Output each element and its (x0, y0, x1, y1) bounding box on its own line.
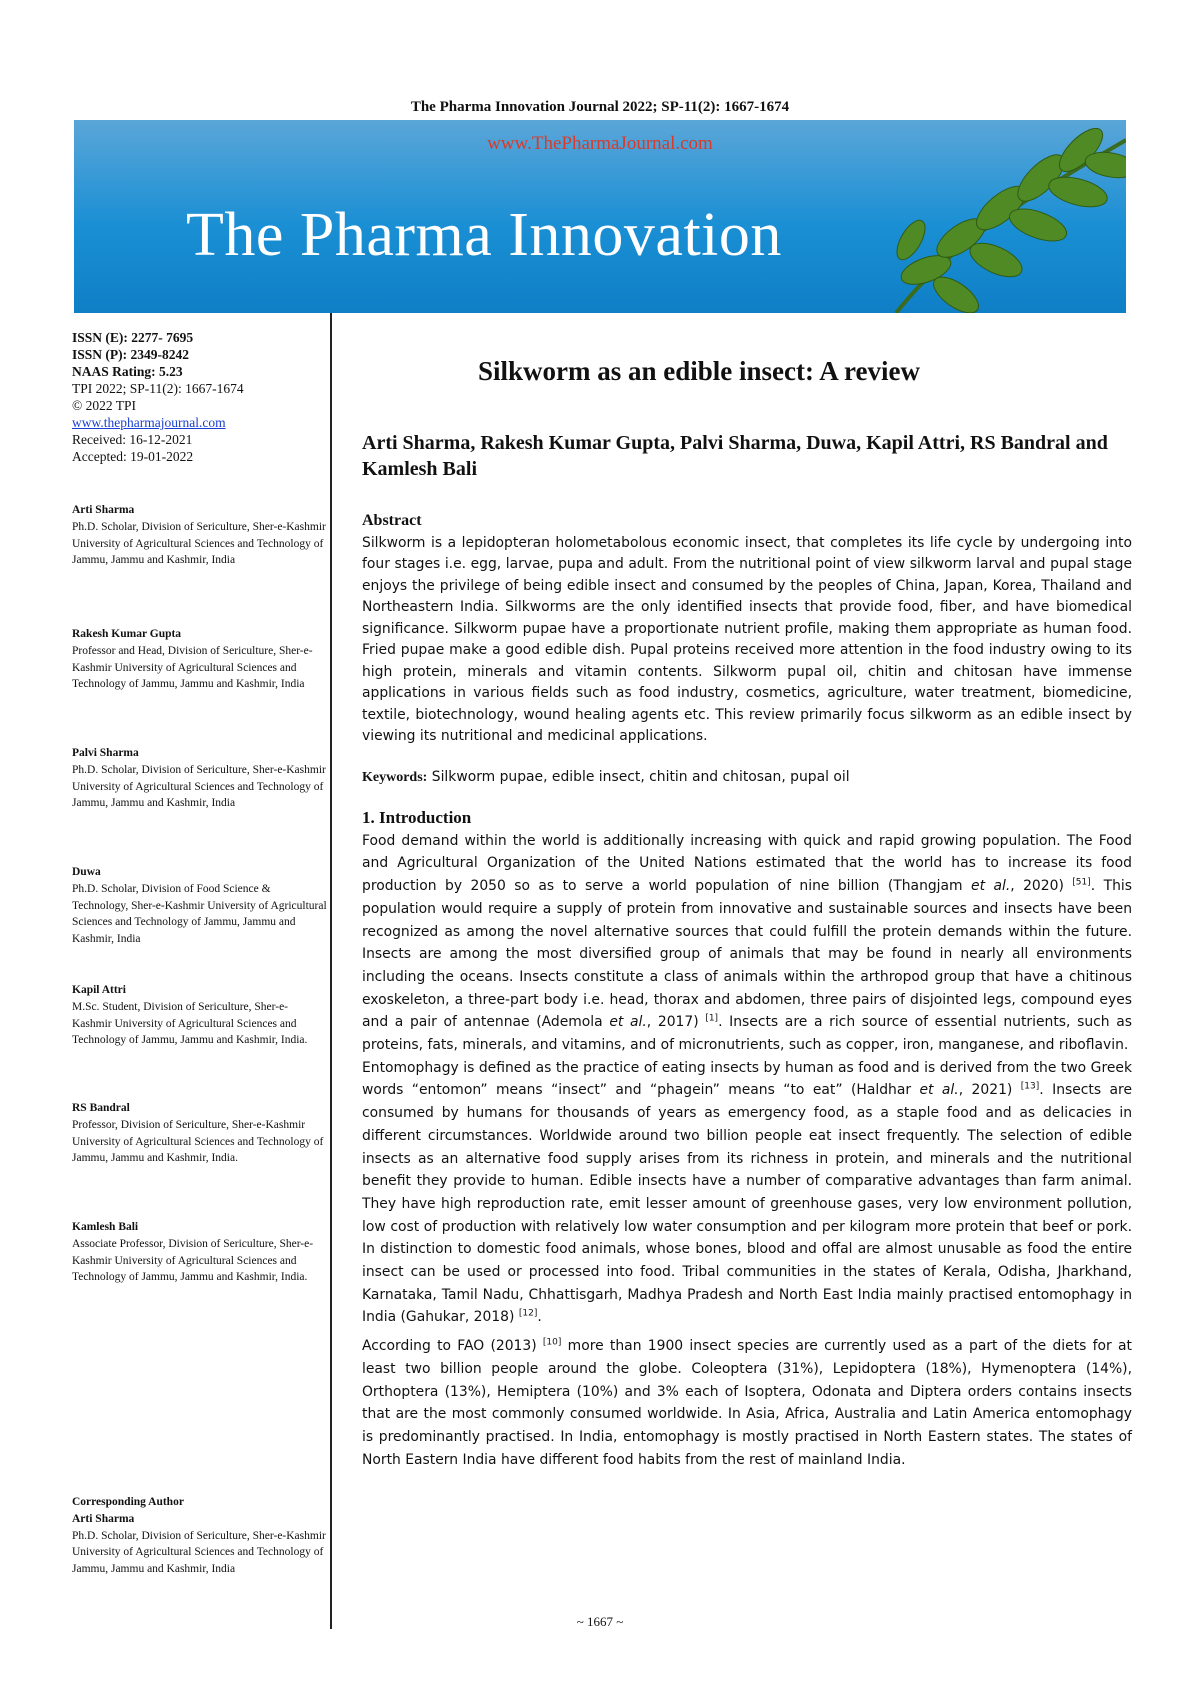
introduction-heading: 1. Introduction (362, 808, 472, 827)
abstract-section (362, 510, 1132, 748)
corresponding-text: Ph.D. Scholar, Division of Sericulture, Sher-e-Kashmir University of Agricultural Sciences and Technology of Jammu, Jammu and Kashmir, India (72, 1529, 326, 1576)
affiliation (72, 982, 327, 1049)
tpi-citation: TPI 2022; SP-11(2): 1667-1674 (72, 381, 244, 396)
leaf-icon (866, 120, 1126, 313)
affiliation-name: Kapil Attri (72, 984, 126, 996)
affiliation-name: Kamlesh Bali (72, 1221, 139, 1233)
affiliation (72, 626, 327, 693)
affiliation-text: Professor and Head, Division of Sericulture, Sher-e-Kashmir University of Agricultural Sciences and Technology of Jammu, Jammu and Kashmir, India (72, 644, 313, 691)
affiliation-name: RS Bandral (72, 1102, 130, 1114)
journal-header-line: The Pharma Innovation Journal 2022; SP-11(2): 1667-1674 (410, 99, 790, 115)
introduction-section (362, 807, 1132, 1471)
banner-url[interactable]: www.ThePharmaJournal.com (487, 133, 713, 154)
abstract-text: Silkworm is a lepidopteran holometabolous economic insect, that completes its life cycle by undergoing into four stages i.e. egg, larvae, pupa and adult. From the nutritional point of view silkworm larval and pupal stage enjoys the privilege of being edible insect and consumed by the peoples of China, Japan, Korea, Thailand and Northeastern India. Silkworms are the only identified insects that provide food, fiber, and have biomedical significance. Silkworm pupae have a proportionate nutrient profile, making them appropriate as human food. Fried pupae make a good edible dish. Pupal proteins received more attention in the food industry owing to its high protein, minerals and vitamin contents. Silkworm pupal oil, chitin and chitosan have immense applications in various fields such as food industry, cosmetics, agriculture, water treatment, biomedicine, textile, biotechnology, wound healing agents etc. This review primarily focus silkworm as an edible insect by viewing its nutritional and medicinal applications. (362, 534, 1132, 745)
abstract-heading: Abstract (362, 512, 422, 529)
article-authors: Arti Sharma, Rakesh Kumar Gupta, Palvi Sharma, Duwa, Kapil Attri, RS Bandral and Kamlesh Bali (362, 432, 1108, 480)
corresponding-author (72, 1494, 327, 1578)
keywords-text: Silkworm pupae, edible insect, chitin and chitosan, pupal oil (431, 769, 850, 785)
affiliation (72, 864, 327, 948)
affiliation (72, 1100, 327, 1167)
affiliation-text: Ph.D. Scholar, Division of Sericulture, Sher-e-Kashmir University of Agricultural Sciences and Technology of Jammu, Jammu and Kashmir, India (72, 520, 326, 567)
journal-website-link[interactable]: www.thepharmajournal.com (72, 415, 226, 430)
copyright: © 2022 TPI (72, 398, 137, 413)
affiliation-name: Duwa (72, 866, 101, 878)
keywords-section (362, 766, 1132, 790)
page-number: ~ 1667 ~ (576, 1614, 624, 1629)
keywords-label: Keywords: (362, 770, 428, 785)
affiliation-text: Ph.D. Scholar, Division of Food Science & Technology, Sher-e-Kashmir University of Agricultural Sciences and Technology of Jammu, Jammu and Kashmir, India (72, 882, 327, 946)
affiliation (72, 502, 327, 569)
affiliation-name: Arti Sharma (72, 504, 135, 516)
corresponding-label: Corresponding Author (72, 1496, 184, 1508)
affiliation (72, 1219, 327, 1286)
column-divider (330, 313, 332, 1629)
journal-meta (72, 329, 327, 465)
affiliation-name: Palvi Sharma (72, 747, 139, 759)
naas-rating: NAAS Rating: 5.23 (72, 364, 183, 379)
affiliation-text: Ph.D. Scholar, Division of Sericulture, Sher-e-Kashmir University of Agricultural Sciences and Technology of Jammu, Jammu and Kashmir, India (72, 763, 326, 810)
journal-banner (74, 120, 1126, 313)
article-title: Silkworm as an edible insect: A review (478, 356, 920, 386)
received-date: Received: 16-12-2021 (72, 432, 193, 447)
banner-title: The Pharma Innovation (186, 201, 782, 269)
intro-paragraph-1: Food demand within the world is additionally increasing with quick and rapid growing population. The Food and Agricultural Organization of the United Nations estimated that the world has to increase its food production by 2050 so as to serve a world population of nine billion (Thangjam et al., 2020) [51]. This population would require a supply of protein from innovative and sustainable sources and insects have been recognized as among the novel alternative sources that could fulfill the protein demands within the future. Insects are among the most diversified group of animals that may be found in nearly all environments including the oceans. Insects constitute a class of animals within the arthropod group that have a chitinous exoskeleton, a three-part body i.e. head, thorax and abdomen, three pairs of disjointed legs, compound eyes and a pair of antennae (Ademola et al., 2017) [1]. Insects are a rich source of essential nutrients, such as proteins, fats, minerals, and vitamins, and of micronutrients, such as copper, iron, manganese, and riboflavin. (362, 832, 1133, 1054)
issn-e: ISSN (E): 2277- 7695 (72, 330, 194, 345)
intro-paragraph-2: Entomophagy is defined as the practice of eating insects by human as food and is derived from the two Greek words “entomon” means “insect” and “phagein” means “to eat” (Haldhar et al., 2021) [13]. Insects are consumed by humans for thousands of years as emergency food, as a staple food and as delicacies in different circumstances. Worldwide around two billion people eat insect frequently. The selection of edible insects as an alternative food supply arises from its richness in protein, and minerals and the nutritional benefit they provide to human. Edible insects have a number of comparative advantages than farm animal. They have high reproduction rate, emit lesser amount of greenhouse gases, very low environment pollution, low cost of production with relatively low water consumption and per kilogram more protein that beef or pork. In distinction to domestic food animals, whose bones, blood and offal are almost unusable as food the entire insect can be used or processed into food. Tribal communities in the states of Kerala, Odisha, Jharkhand, Karnataka, Tamil Nadu, Chhattisgarh, Madhya Pradesh and North East India mainly practised entomophagy in India (Gahukar, 2018) [12]. (362, 1059, 1132, 1326)
corresponding-name: Arti Sharma (72, 1512, 135, 1525)
affiliation-text: Associate Professor, Division of Sericulture, Sher-e-Kashmir University of Agricultural Sciences and Technology of Jammu, Jammu and Kashmir, India. (72, 1237, 314, 1284)
affiliation-name: Rakesh Kumar Gupta (72, 628, 182, 640)
affiliation (72, 745, 327, 812)
accepted-date: Accepted: 19-01-2022 (72, 449, 194, 464)
issn-p: ISSN (P): 2349-8242 (72, 347, 189, 362)
affiliation-text: M.Sc. Student, Division of Sericulture, Sher-e-Kashmir University of Agricultural Sciences and Technology of Jammu, Jammu and Kashmir, India. (72, 1000, 308, 1047)
intro-paragraph-3: According to FAO (2013) [10] more than 1900 insect species are currently used as a part of the diets for at least two billion people around the globe. Coleoptera (31%), Lepidoptera (18%), Hymenoptera (14%), Orthoptera (13%), Hemiptera (10%) and 3% each of Isoptera, Odonata and Diptera orders contains insects that are the most commonly consumed worldwide. In Asia, Africa, Australia and Latin America entomophagy is predominantly practised. In India, entomophagy is mostly practised in North Eastern states. The states of North Eastern India have different food habits from the rest of mainland India. (362, 1337, 1132, 1468)
affiliation-text: Professor, Division of Sericulture, Sher-e-Kashmir University of Agricultural Sciences and Technology of Jammu, Jammu and Kashmir, India. (72, 1118, 324, 1165)
